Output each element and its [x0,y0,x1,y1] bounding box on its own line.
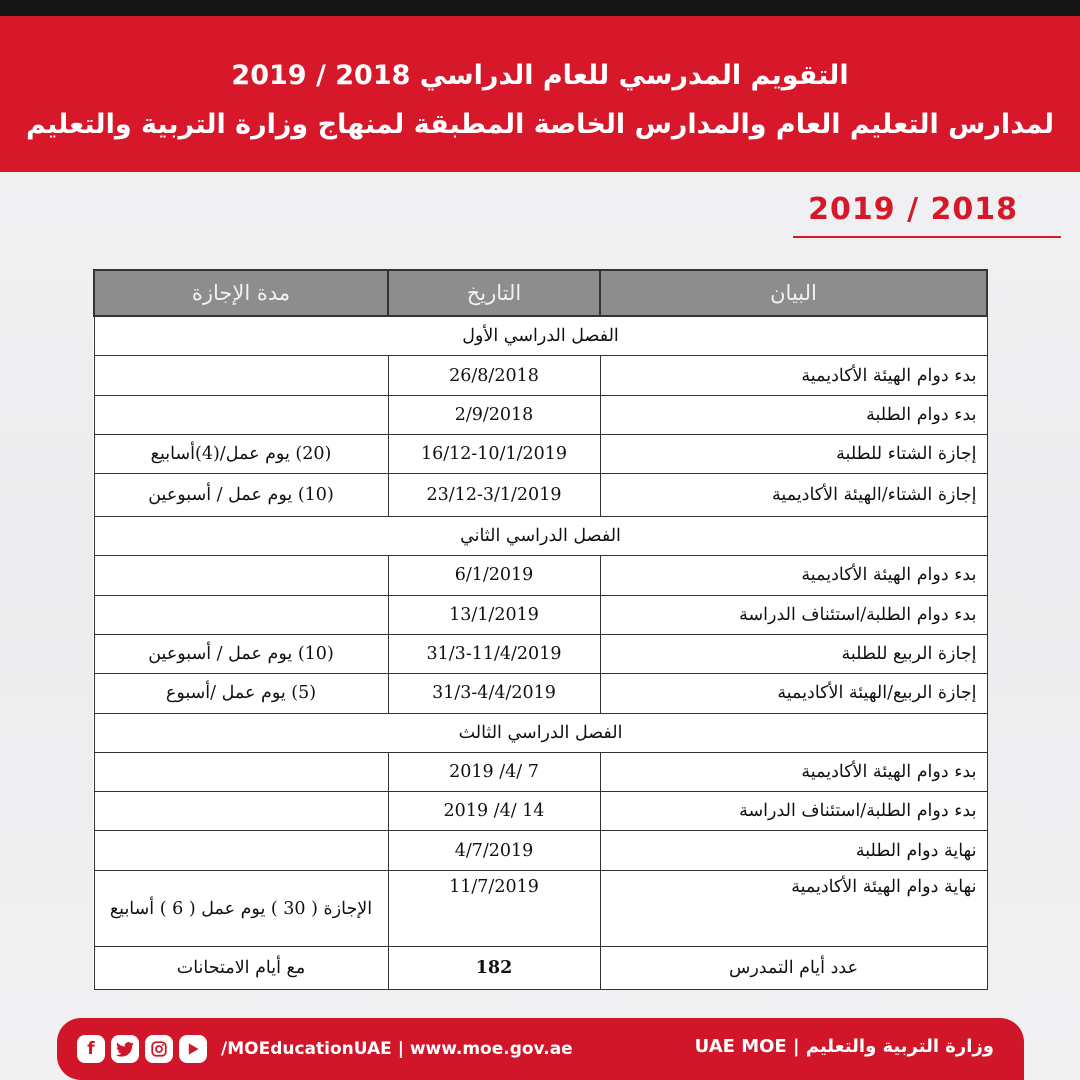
footer-bar [57,1018,1024,1080]
row-duration [94,752,388,791]
row-duration: الإجازة ( 30 ) يوم عمل ( 6 ) أسابيع [94,870,388,947]
row-description: نهاية دوام الهيئة الأكاديمية [600,870,987,947]
section-row [94,316,987,356]
row-description: نهاية دوام الطلبة [600,831,987,870]
year-underline [793,236,1061,238]
row-date: 16/12-10/1/2019 [388,435,600,474]
instagram-icon[interactable] [145,1035,173,1063]
row-description: بدء دوام الطلبة/استئناف الدراسة [600,595,987,634]
header-date: التاريخ [388,270,600,316]
row-date: 4/7/2019 [388,831,600,870]
row-description: بدء دوام الطلبة [600,395,987,434]
table-row [94,634,987,673]
row-duration [94,831,388,870]
year-label: 2019 / 2018 [808,192,1018,227]
calendar-subtitle: لمدارس التعليم العام والمدارس الخاصة المطبقة لمنهاج وزارة التربية والتعليم [25,109,1055,140]
table-row [94,792,987,831]
total-value: 182 [388,947,600,990]
row-date: 14 /4/ 2019 [388,792,600,831]
calendar-title: التقويم المدرسي للعام الدراسي 2018 / 2019 [231,60,849,91]
row-date: 11/7/2019 [388,870,600,947]
row-duration [94,595,388,634]
row-description: بدء دوام الهيئة الأكاديمية [600,556,987,595]
table-row [94,752,987,791]
table-row [94,435,987,474]
table-row [94,474,987,517]
section-title: الفصل الدراسي الأول [94,316,987,356]
twitter-icon[interactable] [111,1035,139,1063]
top-bar [0,0,1080,16]
header-banner [0,16,1080,172]
row-date: 26/8/2018 [388,356,600,395]
section-title: الفصل الدراسي الثالث [94,713,987,752]
row-description: إجازة الشتاء/الهيئة الأكاديمية [600,474,987,517]
row-duration [94,395,388,434]
table-row [94,870,987,947]
row-description: إجازة الربيع/الهيئة الأكاديمية [600,674,987,713]
row-duration: (10) يوم عمل / أسبوعين [94,474,388,517]
row-description: بدء دوام الهيئة الأكاديمية [600,356,987,395]
row-duration [94,556,388,595]
table-row [94,556,987,595]
total-label: عدد أيام التمدرس [600,947,987,990]
row-description: بدء دوام الهيئة الأكاديمية [600,752,987,791]
row-duration: (20) يوم عمل/(4)أسابيع [94,435,388,474]
section-row [94,713,987,752]
row-date: 31/3-4/4/2019 [388,674,600,713]
row-date: 7 /4/ 2019 [388,752,600,791]
header-duration: مدة الإجازة [94,270,388,316]
facebook-icon[interactable]: f [77,1035,105,1063]
row-description: بدء دوام الطلبة/استئناف الدراسة [600,792,987,831]
row-description: إجازة الربيع للطلبة [600,634,987,673]
social-links [77,1034,573,1064]
row-duration [94,792,388,831]
row-duration: (5) يوم عمل /أسبوع [94,674,388,713]
total-row [94,947,987,990]
row-duration [94,356,388,395]
youtube-icon[interactable] [179,1035,207,1063]
row-date: 23/12-3/1/2019 [388,474,600,517]
calendar-table [93,269,988,990]
table-row [94,831,987,870]
table-header-row [94,270,987,316]
table-row [94,395,987,434]
header-description: البيان [600,270,987,316]
row-date: 6/1/2019 [388,556,600,595]
ministry-name: وزارة التربية والتعليم | UAE MOE [694,1036,994,1057]
row-description: إجازة الشتاء للطلبة [600,435,987,474]
table-row [94,595,987,634]
table-row [94,674,987,713]
table-row [94,356,987,395]
row-date: 13/1/2019 [388,595,600,634]
row-date: 31/3-11/4/2019 [388,634,600,673]
total-note: مع أيام الامتحانات [94,947,388,990]
row-date: 2/9/2018 [388,395,600,434]
section-row [94,516,987,555]
row-duration: (10) يوم عمل / أسبوعين [94,634,388,673]
footer-links[interactable]: /MOEducationUAE | www.moe.gov.ae [221,1039,573,1059]
section-title: الفصل الدراسي الثاني [94,516,987,555]
